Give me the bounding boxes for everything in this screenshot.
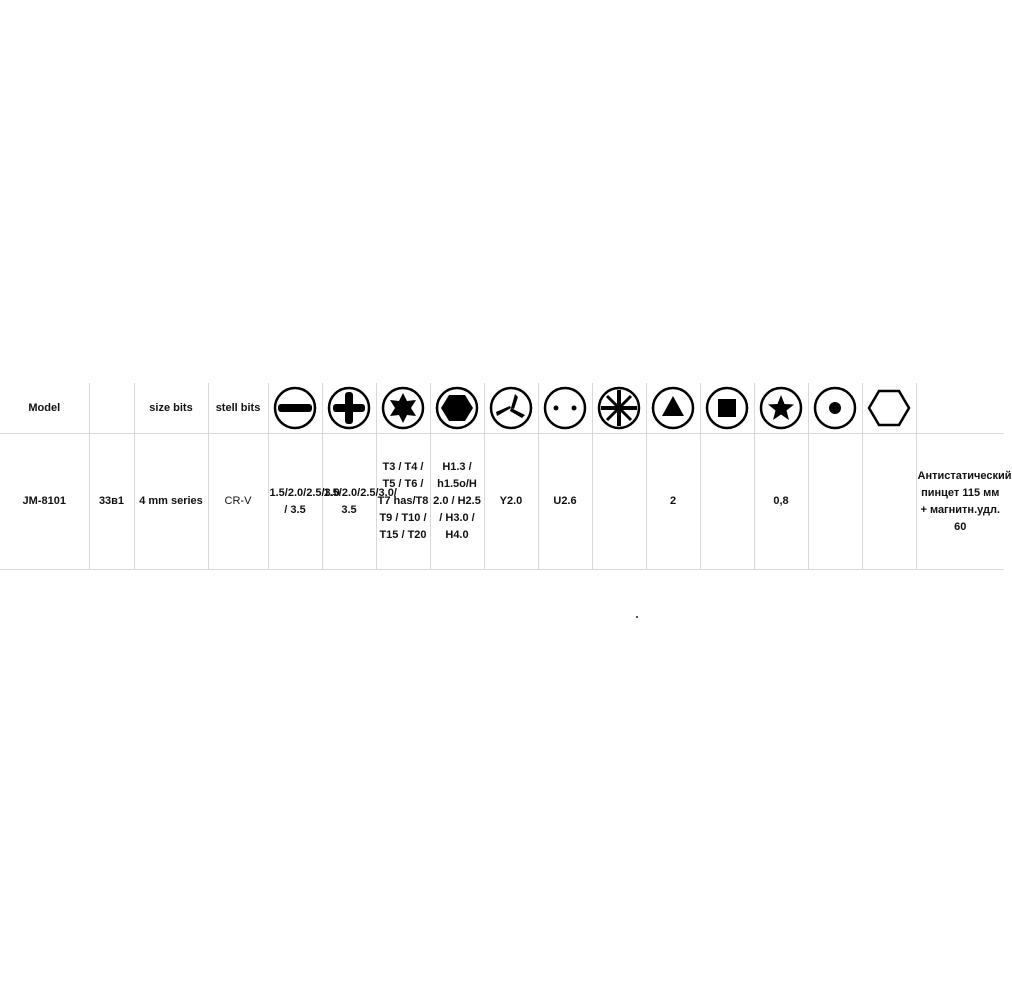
tri-wing-icon [488,385,534,431]
cell-pin [808,434,862,570]
cell-model: JM-8101 [0,434,89,570]
header-square [700,383,754,434]
header-hexagon-outline [862,383,916,434]
slotted-icon [272,385,318,431]
star-icon [758,385,804,431]
header-pin [808,383,862,434]
torx-icon [380,385,426,431]
cell-phillips: 1.5/2.0/2.5/3.0/ 3.5 [322,434,376,570]
cell-slotted: 1.5/2.0/2.5/3.0 / 3.5 [268,434,322,570]
cell-material: CR-V [208,434,268,570]
stray-dot [636,616,638,618]
cell-hex: H1.3 / h1.5o/H 2.0 / H2.5 / H3.0 / H4.0 [430,434,484,570]
cell-star: 0,8 [754,434,808,570]
square-icon [704,385,750,431]
cell-tri-wing: Y2.0 [484,434,538,570]
cell-triangle: 2 [646,434,700,570]
header-row [0,383,1004,434]
header-tri-wing [484,383,538,434]
header-size-bits: size bits [134,383,208,434]
cell-extras: Антистатический пинцет 115 мм + магнитн.удл. 60 [916,434,1004,570]
triangle-icon [650,385,696,431]
header-torx [376,383,430,434]
hex-icon [434,385,480,431]
cell-pieces: 33в1 [89,434,134,570]
pin-icon [812,385,858,431]
cell-pentalobe [592,434,646,570]
cell-square [700,434,754,570]
header-stell-bits: stell bits [208,383,268,434]
header-triangle [646,383,700,434]
header-hex [430,383,484,434]
header-blank [89,383,134,434]
cell-hexagon [862,434,916,570]
table-row [0,434,1004,570]
phillips-icon [326,385,372,431]
cell-torx: T3 / T4 / T5 / T6 / T7 has/T8 T9 / T10 / T15 / T20 [376,434,430,570]
header-model: Model [0,383,89,434]
header-extras [916,383,1004,434]
header-pentalobe-cross [592,383,646,434]
hexagon-outline-icon [866,385,912,431]
header-spanner [538,383,592,434]
header-phillips [322,383,376,434]
cell-series: 4 mm series [134,434,208,570]
pentalobe-cross-icon [596,385,642,431]
spec-table [0,383,1012,570]
cell-spanner: U2.6 [538,434,592,570]
spanner-icon [542,385,588,431]
header-slotted [268,383,322,434]
header-star [754,383,808,434]
